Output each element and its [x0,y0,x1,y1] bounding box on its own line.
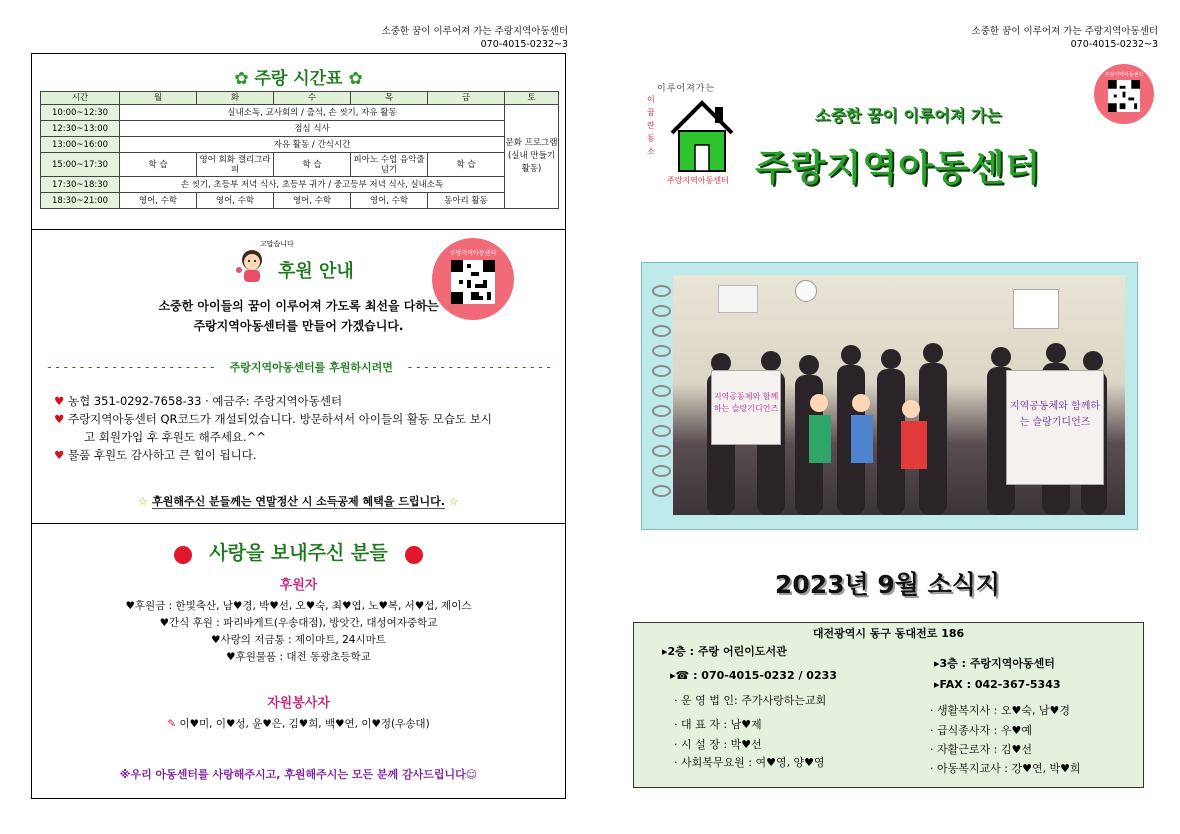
arrow-icon: ▸ [934,678,940,691]
list-item: ♥후원금 : 한빛축산, 남♥경, 박♥선, 오♥숙, 최♥엽, 노♥복, 서♥섭, 제이스 [125,600,472,612]
photo-frame [641,262,1138,530]
activity-cell: 동아리 활동 [428,193,505,209]
star-icon: ☆ [138,495,149,508]
col-header: 화 [197,92,274,105]
activity-cell: 손 씻기, 초등부 저녁 식사, 초등부 귀가 / 중고등부 저녁 식사, 실내소독 [120,177,505,193]
saturday-cell: 문화 프로그램 (실내 만들기 활동) [505,105,559,209]
logo-name: 주랑지역아동센터 [667,176,729,185]
red-dot-icon [174,546,192,564]
photo-sign: 지역공동체와 함께하는 슬랑기디언즈 [711,370,781,445]
col-header: 시간 [41,92,120,105]
tagline: 소중한 꿈이 이루어져 가는 [815,106,1002,125]
thanks-title-text: 사랑을 보내주신 분들 [209,542,388,564]
info-tel [670,669,837,682]
activity-cell: 실내소독, 교사회의 / 출석, 손 씻기, 자유 활동 [120,105,505,121]
info-teacher-text: 아동복지교사 : 강♥연, 박♥희 [937,762,1081,775]
divider-text: 주랑지역아동센터를 후원하시려면 [229,361,393,374]
sponsor-intro-line1: 소중한 아이들의 꿈이 이루어져 가도록 최선을 다하는 [158,299,439,313]
group-photo [673,275,1125,515]
qr-code-icon [1108,80,1140,112]
time-cell: 13:00~16:00 [41,137,120,153]
info-director: · 시 설 장 : 박♥선 [674,738,762,751]
info-floor3 [934,655,1055,671]
info-cook: · 급식종사자 : 우♥예 [930,724,1032,737]
list-item [54,428,554,446]
table-row [41,137,559,153]
spiral-ring-icon [652,305,671,317]
table-row [41,121,559,137]
info-social: · 사회복무요원 : 여♥영, 양♥영 [674,756,825,769]
info-director-text: 시 설 장 : 박♥선 [681,738,762,751]
info-cook-text: 급식종사자 : 우♥예 [937,724,1032,737]
flower-icon: ✿ [234,69,249,89]
spiral-ring-icon [652,365,671,377]
col-header: 목 [351,92,428,105]
activity-cell: 영어, 수학 [120,193,197,209]
qr-label: 주랑지역아동센터 [1104,72,1144,78]
info-operator: · 운 영 법 인: 주가사랑하는교회 [674,694,827,707]
address: 대전광역시 동구 동대전로 186 [812,627,965,640]
info-ceo: · 대 표 자 : 남♥제 [674,718,762,731]
spiral-ring-icon [652,285,671,297]
photo-sign: 지역공동체와 함께하는 슬랑기디언즈 [1006,370,1104,485]
bullet-text: 고 회원가입 후 후원도 해주세요.^^ [84,430,266,444]
header-left [300,25,568,51]
col-header: 금 [428,92,505,105]
bullet-text: 물품 후원도 감사하고 큰 힘이 됩니다. [67,448,257,462]
info-welfare: · 생활복지사 : 오♥숙, 남♥경 [930,704,1071,717]
header-left-line2: 070-4015-0232~3 [480,39,568,50]
table-row [41,177,559,193]
list-item: ♥후원물품 : 대전 동광초등학교 [226,651,371,663]
thanks-badge: 고맙습니다 [260,240,294,248]
activity-cell: 학 습 [274,153,351,177]
spiral-ring-icon [652,485,671,497]
sponsor-divider [44,356,554,375]
header-right [880,25,1158,51]
arrow-icon: ▸ [934,657,940,670]
logo-arc-text: 이루어져가는 [657,84,716,94]
volunteer-list [32,716,565,733]
info-fax [934,678,1061,691]
wall-poster [1013,289,1059,329]
time-cell: 18:30~21:00 [41,193,120,209]
info-teacher: · 아동복지교사 : 강♥연, 박♥희 [930,762,1081,775]
logo-side-text: 이 꿈 란 동 소 [647,95,655,156]
time-cell: 15:00~17:30 [41,153,120,177]
info-volunteer: · 자활근로자 : 김♥선 [930,743,1032,756]
thanks-title [32,538,565,565]
info-volunteer-text: 자활근로자 : 김♥선 [937,743,1032,756]
spiral-ring-icon [652,385,671,397]
header-left-line1: 소중한 꿈이 이루어져 가는 주랑지역아동센터 [381,26,568,37]
heart-icon: ♥ [54,394,68,408]
activity-cell: 점심 식사 [120,121,505,137]
table-row [41,153,559,177]
qr-code-badge [1094,64,1154,124]
dash-line: - - - - - - - - - - - - - - - - - - - - - [47,360,215,374]
sponsor-note-text: 후원해주신 분들께는 연말정산 시 소득공제 혜택을 드립니다. [152,495,445,508]
info-tel-text: ☎ : 070-4015-0232 / 0233 [675,669,837,682]
list-item [54,392,554,410]
timetable-table [40,91,559,209]
activity-cell: 학 습 [120,153,197,177]
info-operator-text: 운 영 법 인: 주가사랑하는교회 [681,694,827,707]
red-dot-icon [405,546,423,564]
issue-title: 2023년 9월 소식지 [774,570,1001,599]
col-header: 토 [505,92,559,105]
center-title: 주랑지역아동센터 [755,148,1042,189]
sponsor-intro-line2: 주랑지역아동센터를 만들어 가겠습니다. [193,319,404,333]
spiral-ring-icon [652,345,671,357]
spiral-ring-icon [652,325,671,337]
info-floor2 [662,643,787,659]
timetable-panel [31,53,566,230]
sponsor-title: 후원 안내 [278,261,354,282]
info-social-text: 사회복무요원 : 여♥영, 양♥영 [681,756,825,769]
list-item: ♥사랑의 저금통 : 제이마트, 24시마트 [211,634,386,646]
timetable-title-text: 주랑 시간표 [254,69,343,89]
info-floor2-text: 2층 : 주랑 어린이도서관 [667,645,787,658]
info-fax-text: FAX : 042-367-5343 [939,678,1061,691]
time-cell: 17:30~18:30 [41,177,120,193]
bullet-text: 주랑지역아동센터 QR코드가 개설되었습니다. 방문하셔서 아이들의 활동 모습도 보시 [67,412,492,426]
activity-cell: 영어, 수학 [351,193,428,209]
table-row [41,193,559,209]
time-cell: 10:00~12:30 [41,105,120,121]
list-item [54,446,554,464]
sponsor-intro [32,296,565,336]
arrow-icon: ▸ [670,669,676,682]
wall-clock-icon [795,280,817,302]
house-icon [667,95,737,175]
info-welfare-text: 생활복지사 : 오♥숙, 남♥경 [937,704,1071,717]
pen-icon: ✎ [167,718,177,730]
sponsor-panel [31,229,566,524]
header-right-line1: 소중한 꿈이 이루어져 가는 주랑지역아동센터 [971,26,1158,37]
spiral-ring-icon [652,445,671,457]
info-floor3-text: 3층 : 주랑지역아동센터 [939,657,1055,670]
thanks-panel [31,523,566,799]
star-icon: ☆ [448,495,459,508]
center-info-box [633,622,1144,788]
header-right-line2: 070-4015-0232~3 [1070,39,1158,50]
donor-list [32,598,565,666]
list-item: ♥간식 후원 : 파리바게트(우송대점), 방앗간, 대성여자중학교 [159,617,438,629]
volunteer-header: 자원봉사자 [267,696,330,711]
activity-cell: 영어 회화 캘리그라피 [197,153,274,177]
activity-cell: 학 습 [428,153,505,177]
center-logo [645,75,740,190]
heart-icon: ♥ [54,412,68,426]
col-header: 월 [120,92,197,105]
heart-icon: ♥ [54,448,68,462]
volunteer-names: 이♥미, 이♥성, 윤♥은, 김♥희, 백♥연, 이♥정(우송대) [179,718,430,730]
air-conditioner [718,285,758,313]
qr-label: 주랑지역아동센터 [449,250,497,257]
flower-icon: ✿ [348,69,363,89]
dash-line: - - - - - - - - - - - - - - - - - - [407,360,551,374]
arrow-icon: ▸ [662,645,668,658]
table-row [41,105,559,121]
activity-cell: 영어, 수학 [197,193,274,209]
activity-cell: 피아노 수업 음악줄넘기 [351,153,428,177]
spiral-ring-icon [652,425,671,437]
timetable-title [32,64,565,89]
activity-cell: 자유 활동 / 간식시간 [120,137,505,153]
sponsor-note [32,493,565,509]
list-item [54,410,554,428]
info-ceo-text: 대 표 자 : 남♥제 [681,718,762,731]
bullet-text: 농협 351-0292-7658-33 · 예금주: 주랑지역아동센터 [67,394,343,408]
donor-header: 후원자 [279,578,318,593]
sponsor-bullets [54,392,554,464]
col-header: 수 [274,92,351,105]
closing-message: ※우리 아동센터를 사랑해주시고, 후원해주시는 모든 분께 감사드립니다☺ [119,768,478,781]
spiral-ring-icon [652,405,671,417]
time-cell: 12:30~13:00 [41,121,120,137]
spiral-ring-icon [652,465,671,477]
activity-cell: 영어, 수학 [274,193,351,209]
